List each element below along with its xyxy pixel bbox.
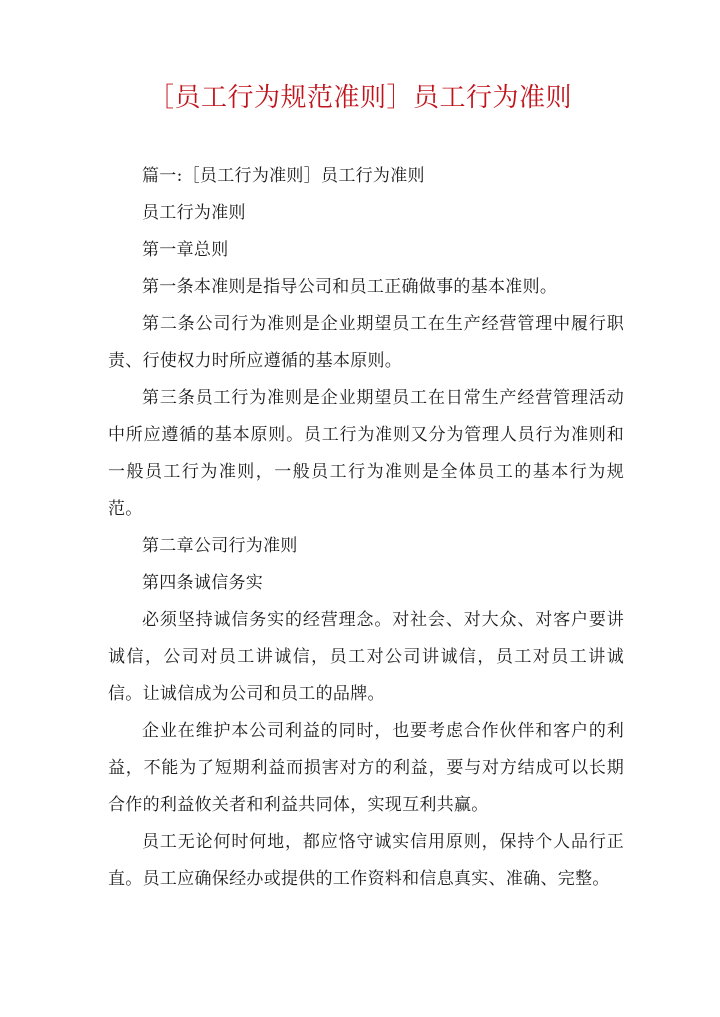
paragraph-heading: 员工行为准则 [142, 203, 246, 223]
paragraph-chapter-source: 篇一:［员工行为准则］员工行为准则 [142, 166, 425, 186]
paragraph-article-2: 第二条公司行为准则是企业期望员工在生产经营管理中履行职责、行使权力时所应遵循的基本原则。 [108, 314, 624, 371]
document-body [108, 158, 624, 898]
paragraph-integrity: 必须坚持诚信务实的经营理念。对社会、对大众、对客户要讲诚信，公司对员工讲诚信，员工对公司讲诚信，员工对员工讲诚信。让诚信成为公司和员工的品牌。 [108, 610, 624, 704]
paragraph-chapter-one: 第一章总则 [142, 240, 229, 260]
paragraph-honesty: 员工无论何时何地，都应恪守诚实信用原则，保持个人品行正直。员工应确保经办或提供的工作资料和信息真实、准确、完整。 [108, 832, 624, 889]
paragraph-article-3: 第三条员工行为准则是企业期望员工在日常生产经营管理活动中所应遵循的基本原则。员工行为准则又分为管理人员行为准则和一般员工行为准则，一般员工行为准则是全体员工的基本行为规范。 [108, 388, 624, 519]
document-title: ［员工行为规范准则］员工行为准则 [147, 83, 572, 113]
paragraph-mutual-benefit: 企业在维护本公司利益的同时，也要考虑合作伙伴和客户的利益，不能为了短期利益而损害对方的利益，要与对方结成可以长期合作的利益攸关者和利益共同体，实现互利共赢。 [108, 721, 624, 815]
paragraph-chapter-two: 第二章公司行为准则 [142, 536, 298, 556]
paragraph-article-4: 第四条诚信务实 [142, 573, 264, 593]
paragraph-article-1: 第一条本准则是指导公司和员工正确做事的基本准则。 [142, 277, 558, 297]
